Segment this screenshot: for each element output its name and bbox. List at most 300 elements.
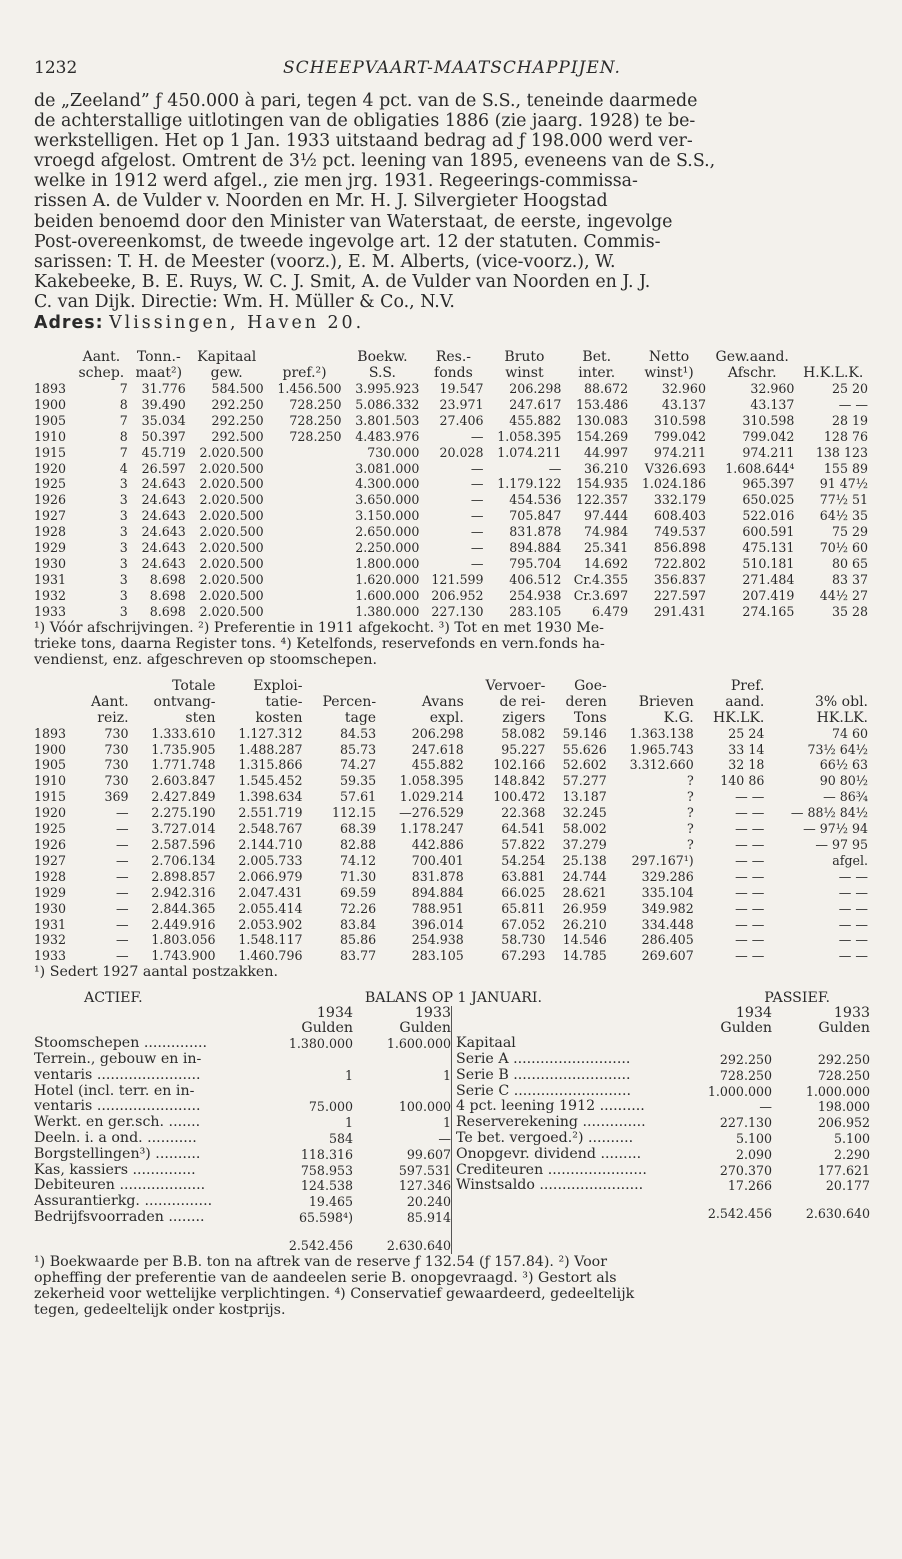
table-cell: 1.333.610	[151, 725, 216, 741]
table-cell: 455.882	[509, 412, 562, 428]
table-cell: 2.020.500	[199, 571, 264, 587]
table-cell: —276.529	[399, 805, 464, 821]
table-cell: 1.315.866	[238, 757, 303, 773]
table-cell	[266, 540, 344, 556]
passief-row	[452, 1068, 870, 1084]
balance-header	[34, 990, 870, 1006]
table-cell: 730	[104, 773, 129, 789]
intro-line: welke in 1912 werd afgel., zie men jrg. 1931. Regeerings-commissa-	[34, 171, 638, 192]
value-1934: 292.250	[719, 1052, 772, 1068]
table-cell: — —	[735, 932, 765, 948]
column-header: maat²)	[135, 365, 183, 382]
table-cell: 22.368	[501, 805, 546, 821]
intro-line: Kakebeeke, B. E. Ruys, W. C. J. Smit, A. de Vulder van Noorden en J. J.	[34, 271, 651, 292]
row-label: Stoomschepen ..............	[34, 1036, 207, 1052]
passief-total: 2.542.456 2.630.640	[707, 1206, 870, 1222]
table-cell: 283.105	[509, 603, 562, 619]
value-1933	[353, 1084, 451, 1100]
table-cell: 1.548.117	[238, 932, 303, 948]
table-cell: 3	[119, 556, 128, 571]
column-header: Boekw.	[357, 349, 408, 366]
year-cell: 1927	[34, 508, 67, 524]
table-cell: 600.591	[742, 524, 795, 540]
actief-row	[34, 1115, 451, 1131]
table-row	[34, 917, 870, 933]
table-cell: 57.822	[501, 836, 546, 852]
year-cell: 1931	[34, 916, 67, 932]
table-cell: 1.965.743	[629, 741, 694, 757]
table-cell: ?	[686, 821, 694, 837]
currency-label: Gulden	[818, 1020, 870, 1037]
actief-row	[34, 1099, 451, 1115]
value-1934: 227.130	[719, 1115, 772, 1131]
table-cell: 67.052	[501, 916, 546, 932]
table-cell: 650.025	[742, 492, 795, 508]
table-row	[34, 461, 870, 477]
table-cell: —	[115, 884, 129, 900]
table-cell: 97.444	[584, 508, 629, 524]
year-cell: 1925	[34, 821, 67, 837]
table-cell: 80 65	[831, 556, 868, 571]
intro-line: C. van Dijk. Directie: Wm. H. Müller & Co., N.V.	[34, 291, 455, 312]
value-1934	[255, 1052, 353, 1068]
table-cell: 26.210	[562, 916, 607, 932]
column-header: sten	[185, 709, 216, 726]
value-1934: 75.000	[308, 1099, 353, 1115]
table-cell: 32.245	[562, 805, 607, 821]
footnote-line: trieke tons, daarna Register tons. ⁴) Ketelfonds, reservefonds en vern.fonds ha-	[34, 635, 605, 652]
table-cell: 2.020.500	[199, 460, 264, 476]
value-1934: 728.250	[719, 1067, 772, 1083]
header-row	[34, 694, 870, 710]
value-1933	[772, 1036, 870, 1052]
table-cell: 65.811	[501, 900, 546, 916]
table-cell: afgel.	[832, 852, 868, 868]
table-cell: — —	[838, 884, 868, 900]
column-header: Aant.	[90, 693, 129, 710]
table-cell: 2.020.500	[199, 492, 264, 508]
table-cell: 74.984	[584, 524, 629, 540]
balance-sheet	[34, 990, 870, 1254]
table-cell: 24.643	[141, 476, 186, 492]
table-cell: 2.427.849	[151, 789, 216, 805]
column-header: Exploi-	[253, 677, 303, 694]
table-cell: 1.456.500	[277, 381, 342, 397]
table-cell: 112.15	[332, 805, 377, 821]
table-cell: 274.165	[742, 603, 795, 619]
actief-row	[34, 1163, 451, 1179]
value-1933: 292.250	[817, 1052, 870, 1068]
column-header	[266, 349, 344, 365]
table-cell: 55.626	[562, 741, 607, 757]
table-row	[34, 604, 870, 620]
actief-row	[34, 1131, 451, 1147]
column-header	[34, 694, 77, 710]
column-header: Netto	[648, 349, 690, 366]
table-cell: —	[470, 492, 484, 508]
column-header: Tons	[573, 709, 607, 726]
table-cell: 8.698	[149, 571, 186, 587]
value-1933: 2.290	[833, 1146, 870, 1162]
table-cell: — —	[838, 868, 868, 884]
table-cell: 88.672	[584, 381, 629, 397]
year-cell: 1929	[34, 540, 67, 556]
table-cell: 2.551.719	[238, 805, 303, 821]
table-cell: 1.029.214	[399, 789, 464, 805]
table-cell	[266, 445, 344, 461]
table-cell: — —	[735, 884, 765, 900]
table-cell: 799.042	[653, 428, 706, 444]
balance-footnotes	[34, 1254, 870, 1318]
table-cell	[266, 476, 344, 492]
value-1934: 1.000.000	[707, 1083, 772, 1099]
table-cell: —	[115, 868, 129, 884]
table-cell: 8.698	[149, 603, 186, 619]
table-cell: 292.250	[211, 412, 264, 428]
table-cell: 36.210	[584, 460, 629, 476]
value-1933: 597.531	[398, 1162, 451, 1178]
table-cell	[266, 604, 344, 620]
column-header: Res.-	[435, 349, 472, 366]
table-cell: — —	[735, 789, 765, 805]
table-cell: — —	[735, 916, 765, 932]
year-cell: 1926	[34, 836, 67, 852]
table-cell: 1.803.056	[151, 932, 216, 948]
table-row	[34, 773, 870, 789]
column-header: Bruto	[504, 349, 545, 366]
table-cell: 831.878	[411, 868, 464, 884]
column-header: K.G.	[663, 709, 694, 726]
table-cell: 24.744	[562, 868, 607, 884]
table-cell: 68.39	[340, 821, 377, 837]
year-cell: 1893	[34, 725, 67, 741]
column-header: S.S.	[368, 365, 396, 382]
table-cell: 33 14	[728, 741, 765, 757]
table-cell: 3.650.000	[355, 492, 420, 508]
year-1934: 1934	[735, 1005, 772, 1022]
table-cell: 67.293	[501, 948, 546, 964]
table-cell: 722.802	[653, 556, 706, 571]
table-cell: — 97 95	[815, 836, 868, 852]
year-1934: 1934	[316, 1005, 353, 1022]
table-cell: 3.995.923	[355, 381, 420, 397]
table-cell: 58.730	[501, 932, 546, 948]
table-cell: 32.960	[661, 381, 706, 397]
running-title: SCHEEPVAART-MAATSCHAPPIJEN.	[283, 58, 621, 78]
table-cell: —	[470, 556, 484, 571]
table-cell: 64½ 35	[819, 508, 868, 524]
table-row	[34, 726, 870, 742]
actief-row	[34, 1068, 451, 1084]
table-cell: 83.84	[340, 916, 377, 932]
table-cell: 799.042	[742, 428, 795, 444]
table-cell: 2.650.000	[355, 524, 420, 540]
table-cell: 1.024.186	[641, 476, 706, 492]
value-1933: 728.250	[817, 1067, 870, 1083]
table-cell: 57.61	[340, 789, 377, 805]
table-cell: 749.537	[653, 524, 706, 540]
table-cell: — —	[838, 900, 868, 916]
table-cell: 795.704	[509, 556, 562, 571]
column-header: Percen-	[322, 693, 377, 710]
table-cell: —	[115, 821, 129, 837]
actief-column	[34, 1006, 452, 1254]
table-cell: 58.082	[501, 725, 546, 741]
value-1934: 758.953	[300, 1162, 353, 1178]
year-cell: 1905	[34, 757, 67, 773]
table-row	[34, 853, 870, 869]
table-cell: — —	[735, 805, 765, 821]
table-cell: 43.137	[750, 396, 795, 412]
table-cell: 700.401	[411, 852, 464, 868]
table2-footnote: ¹) Sedert 1927 aantal postzakken.	[34, 964, 278, 981]
header-row	[34, 365, 870, 381]
table-cell: 50.397	[141, 428, 186, 444]
table-cell: 856.898	[653, 540, 706, 556]
table-cell: 3	[119, 571, 128, 587]
table-cell: 291.431	[653, 603, 706, 619]
actief-row	[34, 1036, 451, 1052]
table-cell: 154.935	[576, 476, 629, 492]
year-cell: 1915	[34, 789, 67, 805]
table-row	[34, 413, 870, 429]
table-cell: 140 86	[720, 773, 765, 789]
table-cell: 227.130	[431, 603, 484, 619]
header-row	[34, 349, 870, 365]
table-cell: 1.600.000	[355, 587, 420, 603]
table-cell: 66.025	[501, 884, 546, 900]
table-cell: 8	[119, 396, 128, 412]
table-cell: 2.055.414	[238, 900, 303, 916]
table-cell: 83.77	[340, 948, 377, 964]
table-cell: 2.898.857	[151, 868, 216, 884]
table-cell: 2.020.500	[199, 556, 264, 571]
table-cell: 728.250	[289, 412, 342, 428]
table-cell: 310.598	[742, 412, 795, 428]
table-cell: 43.137	[661, 396, 706, 412]
value-1934	[255, 1084, 353, 1100]
actief-row	[34, 1210, 451, 1226]
table-cell: 730	[104, 725, 129, 741]
actief-row	[34, 1084, 451, 1100]
value-1933	[353, 1052, 451, 1068]
footnote-line: zekerheid voor wettelijke verplichtingen. ⁴) Conservatief gewaardeerd, gedeeltelijk	[34, 1285, 635, 1302]
row-label: Werkt. en ger.sch. .......	[34, 1115, 201, 1131]
table-cell: —	[470, 428, 484, 444]
value-1933: 5.100	[833, 1131, 870, 1146]
table-cell: 54.254	[501, 852, 546, 868]
table-cell: ?	[686, 836, 694, 852]
intro-line: beiden benoemd door den Minister van Waterstaat, de eerste, ingevolge	[34, 211, 673, 232]
row-label: Assurantierkg. ...............	[34, 1194, 213, 1210]
year-cell: 1920	[34, 805, 67, 821]
table1-footnotes	[34, 620, 870, 668]
value-1934: 1.380.000	[288, 1036, 353, 1052]
table-cell: 1.608.644⁴	[725, 460, 795, 476]
actief-title: ACTIEF.	[84, 990, 143, 1007]
table-cell: 2.250.000	[355, 540, 420, 556]
row-label: ventaris .......................	[34, 1099, 201, 1115]
row-label: Kapitaal	[456, 1036, 516, 1052]
table-cell: 7	[119, 444, 128, 460]
table-cell: 442.886	[411, 836, 464, 852]
footnote-line: ¹) Boekwaarde per B.B. ton na aftrek van de reserve ƒ 132.54 (ƒ 157.84). ²) Voor	[34, 1253, 607, 1270]
table-cell: 1.735.905	[151, 741, 216, 757]
value-1934: 118.316	[300, 1146, 353, 1162]
column-header: 3% obl.	[815, 693, 868, 710]
table-cell: 3	[119, 492, 128, 508]
value-1934: 5.100	[735, 1131, 772, 1146]
row-label: ventaris .......................	[34, 1067, 201, 1083]
table-cell: 894.884	[411, 884, 464, 900]
table-cell: 730.000	[367, 444, 420, 460]
table-cell: — 97½ 94	[803, 821, 868, 837]
column-header: tage	[344, 709, 377, 726]
column-header: ontvang-	[153, 693, 216, 710]
year-cell: 1932	[34, 587, 67, 603]
table-cell: 102.166	[493, 757, 546, 773]
table-cell: 58.002	[562, 821, 607, 837]
table-cell: 2.942.316	[151, 884, 216, 900]
table-cell: 130.083	[576, 412, 629, 428]
table-cell: 59.146	[562, 725, 607, 741]
column-header: gew.	[210, 365, 243, 382]
table-cell: 72.26	[340, 900, 377, 916]
column-header: fonds	[434, 365, 473, 382]
table-cell: 66½ 63	[819, 757, 868, 773]
table-cell: 206.298	[509, 381, 562, 397]
table-cell: 269.607	[641, 948, 694, 964]
table-cell: 153.486	[576, 396, 629, 412]
footnote-line: tegen, gedeeltelijk onder kostprijs.	[34, 1301, 286, 1318]
table-cell: — —	[735, 868, 765, 884]
address-label: Adres:	[34, 313, 104, 334]
table-row	[34, 476, 870, 492]
table-cell: 332.179	[653, 492, 706, 508]
table-cell: 254.938	[411, 932, 464, 948]
intro-line: werkstelligen. Het op 1 Jan. 1933 uitstaand bedrag ad ƒ 198.000 werd ver-	[34, 131, 693, 152]
table-cell	[266, 461, 344, 477]
table-cell: 7	[119, 381, 128, 397]
column-header: Brieven	[638, 693, 694, 710]
table-cell: 25.138	[562, 852, 607, 868]
table-row	[34, 540, 870, 556]
table-row	[34, 742, 870, 758]
passief-row	[452, 1178, 870, 1194]
column-header: Afschr.	[727, 365, 777, 382]
table-cell: 69.59	[340, 884, 377, 900]
table-cell: 396.014	[411, 916, 464, 932]
table-cell: 37.279	[562, 836, 607, 852]
table-cell: 148.842	[493, 773, 546, 789]
column-header: winst¹)	[644, 365, 694, 382]
table-cell: 20.028	[439, 444, 484, 460]
table-cell: 1.460.796	[238, 948, 303, 964]
actief-total: 2.542.456 2.630.640	[288, 1237, 451, 1253]
year-cell: 1910	[34, 428, 67, 444]
table-cell: —	[470, 460, 484, 476]
year-cell: 1900	[34, 396, 67, 412]
passief-row	[452, 1099, 870, 1115]
intro-line: rissen A. de Vulder v. Noorden en Mr. H. J. Silvergieter Hoogstad	[34, 191, 608, 212]
table-cell: 63.881	[501, 868, 546, 884]
intro-line: vroegd afgelost. Omtrent de 3½ pct. leening van 1895, eveneens van de S.S.,	[34, 151, 716, 172]
table-row	[34, 885, 870, 901]
table-cell: 227.597	[653, 587, 706, 603]
value-1933: —	[438, 1131, 451, 1146]
row-label: Te bet. vergoed.²) ..........	[456, 1131, 634, 1146]
year-cell: 1900	[34, 741, 67, 757]
passief-column	[452, 1006, 870, 1254]
table-cell: 25 20	[831, 381, 868, 397]
table-cell: 1.545.452	[238, 773, 303, 789]
table-cell: 2.053.902	[238, 916, 303, 932]
table-cell: 2.548.767	[238, 821, 303, 837]
table-cell: 83 37	[831, 571, 868, 587]
table-cell: 39.490	[141, 396, 186, 412]
table-cell: 297.167¹)	[631, 852, 694, 868]
table-cell: 35.034	[141, 412, 186, 428]
table-cell: Cr.4.355	[573, 571, 629, 587]
page	[34, 58, 870, 1318]
table-cell: 1.127.312	[238, 725, 303, 741]
column-header: expl.	[429, 709, 464, 726]
table-cell: 1.074.211	[497, 444, 562, 460]
table-cell: 1.620.000	[355, 571, 420, 587]
value-1934: 17.266	[727, 1178, 772, 1194]
table-row	[34, 445, 870, 461]
column-header: reiz.	[97, 709, 129, 726]
table-cell: —	[115, 852, 129, 868]
value-1933: 20.177	[825, 1178, 870, 1194]
page-number: 1232	[34, 58, 78, 78]
year-cell: 1905	[34, 412, 67, 428]
passief-row	[452, 1084, 870, 1100]
year-cell: 1931	[34, 571, 67, 587]
column-header: pref.²)	[282, 365, 327, 382]
table-cell: 310.598	[653, 412, 706, 428]
value-1934: 124.538	[300, 1178, 353, 1194]
table-cell: 2.603.847	[151, 773, 216, 789]
table-cell: —	[470, 524, 484, 540]
table-cell: 522.016	[742, 508, 795, 524]
year-cell: 1930	[34, 556, 67, 571]
balance-title: BALANS OP 1 JANUARI.	[364, 990, 542, 1007]
table-cell: 74.27	[340, 757, 377, 773]
table-cell: 1.380.000	[355, 603, 420, 619]
year-cell: 1915	[34, 444, 67, 460]
table-cell: 2.706.134	[151, 852, 216, 868]
table-cell: — —	[735, 948, 765, 964]
table-cell: 2.047.431	[238, 884, 303, 900]
column-header: Gew.aand.	[715, 349, 789, 366]
intro-line: de achterstallige uitlotingen van de obligaties 1886 (zie jaarg. 1928) te be-	[34, 111, 696, 132]
row-label: Onopgevr. dividend .........	[456, 1146, 642, 1162]
table-cell: 5.086.332	[355, 396, 420, 412]
year-cell: 1893	[34, 381, 67, 397]
footnote-line: vendienst, enz. afgeschreven op stoomschepen.	[34, 651, 378, 668]
table-cell: 831.878	[509, 524, 562, 540]
year-cell: 1925	[34, 476, 67, 492]
row-label: Borgstellingen³) ..........	[34, 1146, 201, 1162]
table-cell: — —	[838, 396, 868, 412]
actief-row	[34, 1194, 451, 1210]
table-cell: 85.86	[340, 932, 377, 948]
row-label: Serie C ..........................	[456, 1083, 631, 1099]
table-cell: 335.104	[641, 884, 694, 900]
year-cell: 1910	[34, 773, 67, 789]
table-row	[34, 429, 870, 445]
